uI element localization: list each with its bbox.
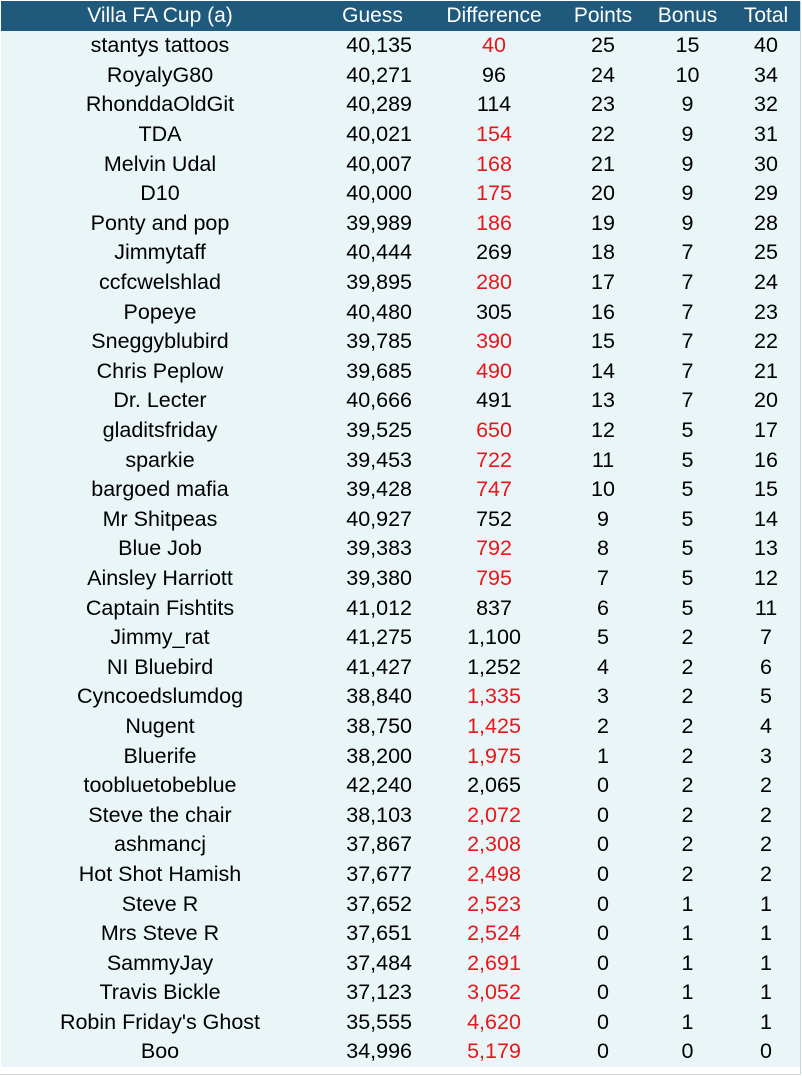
total-cell: 16 xyxy=(754,447,778,472)
results-sheet xyxy=(0,1,802,1076)
total-cell: 31 xyxy=(754,122,778,147)
difference-cell: 40 xyxy=(482,33,506,58)
difference-cell: 186 xyxy=(476,210,512,235)
bonus-cell: 5 xyxy=(681,536,694,561)
name-cell: Dr. Lecter xyxy=(113,388,207,413)
bonus-cell: 7 xyxy=(681,270,694,295)
table-row xyxy=(1,948,801,978)
table-header xyxy=(1,1,801,31)
name-cell: Nugent xyxy=(125,713,195,738)
points-cell: 10 xyxy=(591,477,615,502)
bonus-cell: 5 xyxy=(681,418,694,443)
bonus-cell: 2 xyxy=(681,654,694,679)
name-cell: Jimmy_rat xyxy=(110,625,210,650)
name-cell: D10 xyxy=(140,181,180,206)
points-cell: 2 xyxy=(597,713,609,738)
bonus-cell: 5 xyxy=(681,447,694,472)
guess-cell: 40,021 xyxy=(346,122,412,147)
guess-cell: 39,453 xyxy=(346,447,412,472)
points-cell: 0 xyxy=(597,773,609,798)
guess-cell: 40,289 xyxy=(346,92,412,117)
total-cell: 13 xyxy=(754,536,778,561)
name-cell: toobluetobeblue xyxy=(83,773,237,798)
bonus-cell: 7 xyxy=(681,240,694,265)
name-cell: ccfcwelshlad xyxy=(99,270,221,295)
name-cell: bargoed mafia xyxy=(91,477,229,502)
difference-cell: 795 xyxy=(476,565,512,590)
bonus-cell: 1 xyxy=(681,921,694,946)
difference-cell: 390 xyxy=(476,329,512,354)
guess-cell: 41,427 xyxy=(346,654,412,679)
name-cell: Boo xyxy=(140,1039,180,1064)
total-cell: 7 xyxy=(760,625,772,650)
points-cell: 24 xyxy=(591,62,615,87)
bonus-cell: 9 xyxy=(681,181,694,206)
total-cell: 21 xyxy=(754,358,778,383)
name-cell: Mr Shitpeas xyxy=(102,506,218,531)
name-cell: Popeye xyxy=(123,299,197,324)
total-cell: 30 xyxy=(754,151,778,176)
table-row xyxy=(1,31,801,61)
difference-cell: 1,252 xyxy=(467,654,521,679)
guess-cell: 38,103 xyxy=(346,802,412,827)
table-row xyxy=(1,593,801,623)
name-cell: Chris Peplow xyxy=(96,358,224,383)
difference-cell: 2,691 xyxy=(467,950,521,975)
guess-cell: 40,271 xyxy=(346,62,412,87)
total-cell: 40 xyxy=(754,33,778,58)
total-cell: 23 xyxy=(754,299,778,324)
guess-cell: 39,785 xyxy=(346,329,412,354)
total-cell: 2 xyxy=(760,832,772,857)
total-cell: 20 xyxy=(754,388,778,413)
table-row xyxy=(1,357,801,387)
table-row xyxy=(1,327,801,357)
name-cell: Cyncoedslumdog xyxy=(76,684,244,709)
bonus-cell: 2 xyxy=(681,802,694,827)
total-cell: 5 xyxy=(760,684,772,709)
points-cell: 17 xyxy=(591,270,615,295)
guess-cell: 39,380 xyxy=(346,565,412,590)
guess-cell: 39,895 xyxy=(346,270,412,295)
table-row xyxy=(1,889,801,919)
difference-cell: 747 xyxy=(476,477,512,502)
difference-cell: 175 xyxy=(476,181,512,206)
points-cell: 21 xyxy=(591,151,615,176)
table-row xyxy=(1,564,801,594)
points-cell: 18 xyxy=(591,240,615,265)
name-cell: ashmancj xyxy=(113,832,206,857)
bonus-cell: 5 xyxy=(681,477,694,502)
name-cell: Mrs Steve R xyxy=(100,921,220,946)
name-cell: Steve R xyxy=(121,891,199,916)
table-row xyxy=(1,61,801,91)
bonus-cell: 2 xyxy=(681,773,694,798)
bonus-cell: 1 xyxy=(681,980,694,1005)
difference-cell: 5,179 xyxy=(467,1039,521,1064)
difference-cell: 2,524 xyxy=(467,921,521,946)
total-cell: 3 xyxy=(760,743,772,768)
table-row xyxy=(1,771,801,801)
points-cell: 0 xyxy=(597,950,609,975)
difference-cell: 1,100 xyxy=(467,625,521,650)
difference-cell: 2,072 xyxy=(467,802,521,827)
guess-cell: 41,012 xyxy=(346,595,412,620)
bonus-cell: 1 xyxy=(681,950,694,975)
table-row xyxy=(1,534,801,564)
total-cell: 2 xyxy=(760,861,772,886)
guess-cell: 37,484 xyxy=(346,950,412,975)
points-cell: 12 xyxy=(591,418,615,443)
name-cell: Steve the chair xyxy=(88,802,232,827)
guess-cell: 40,444 xyxy=(346,240,412,265)
guess-cell: 42,240 xyxy=(346,773,412,798)
guess-cell: 37,677 xyxy=(346,861,412,886)
name-cell: Travis Bickle xyxy=(99,980,221,1005)
points-cell: 0 xyxy=(597,861,609,886)
bonus-cell: 2 xyxy=(681,861,694,886)
table-row xyxy=(1,1008,801,1038)
guess-cell: 39,989 xyxy=(346,210,412,235)
header-bonus: Bonus xyxy=(644,1,731,31)
guess-cell: 38,840 xyxy=(346,684,412,709)
points-cell: 9 xyxy=(597,506,609,531)
guess-cell: 34,996 xyxy=(346,1039,412,1064)
difference-cell: 168 xyxy=(476,151,512,176)
points-cell: 6 xyxy=(597,595,609,620)
table-row xyxy=(1,741,801,771)
guess-cell: 37,651 xyxy=(346,921,412,946)
difference-cell: 1,975 xyxy=(467,743,521,768)
difference-cell: 490 xyxy=(476,358,512,383)
table-row xyxy=(1,919,801,949)
bonus-cell: 1 xyxy=(681,1009,694,1034)
difference-cell: 280 xyxy=(476,270,512,295)
total-cell: 1 xyxy=(760,921,772,946)
difference-cell: 2,523 xyxy=(467,891,521,916)
points-cell: 11 xyxy=(591,447,615,472)
bonus-cell: 7 xyxy=(681,329,694,354)
total-cell: 11 xyxy=(754,595,778,620)
points-cell: 3 xyxy=(597,684,609,709)
bonus-cell: 15 xyxy=(675,33,700,58)
difference-cell: 154 xyxy=(476,122,512,147)
bonus-cell: 9 xyxy=(681,151,694,176)
table-row xyxy=(1,238,801,268)
difference-cell: 2,065 xyxy=(467,773,521,798)
bonus-cell: 7 xyxy=(681,388,694,413)
name-cell: Bluerife xyxy=(123,743,197,768)
guess-cell: 39,685 xyxy=(346,358,412,383)
name-cell: Melvin Udal xyxy=(103,151,217,176)
points-cell: 22 xyxy=(591,122,615,147)
points-cell: 8 xyxy=(597,536,609,561)
table-row xyxy=(1,120,801,150)
difference-cell: 1,335 xyxy=(467,684,521,709)
table-row xyxy=(1,652,801,682)
guess-cell: 39,525 xyxy=(346,418,412,443)
guess-cell: 40,007 xyxy=(346,151,412,176)
table-row xyxy=(1,209,801,239)
guess-cell: 37,867 xyxy=(346,832,412,857)
total-cell: 2 xyxy=(760,773,772,798)
difference-cell: 2,498 xyxy=(467,861,521,886)
table-row xyxy=(1,978,801,1008)
name-cell: Captain Fishtits xyxy=(85,595,235,620)
points-cell: 23 xyxy=(591,92,615,117)
name-cell: Sneggyblubird xyxy=(91,329,229,354)
total-cell: 12 xyxy=(754,565,778,590)
name-cell: Ainsley Harriott xyxy=(87,565,233,590)
difference-cell: 722 xyxy=(476,447,512,472)
results-table xyxy=(1,1,801,1067)
table-row xyxy=(1,179,801,209)
points-cell: 13 xyxy=(591,388,615,413)
bonus-cell: 5 xyxy=(681,595,694,620)
header-total: Total xyxy=(731,1,801,31)
total-cell: 0 xyxy=(760,1039,772,1064)
guess-cell: 39,428 xyxy=(346,477,412,502)
points-cell: 1 xyxy=(597,743,609,768)
bonus-cell: 5 xyxy=(681,506,694,531)
bonus-cell: 7 xyxy=(681,358,694,383)
name-cell: TDA xyxy=(138,122,182,147)
total-cell: 22 xyxy=(754,329,778,354)
total-cell: 6 xyxy=(760,654,772,679)
total-cell: 14 xyxy=(754,506,778,531)
difference-cell: 3,052 xyxy=(467,980,521,1005)
table-row xyxy=(1,445,801,475)
total-cell: 29 xyxy=(754,181,778,206)
total-cell: 17 xyxy=(754,418,778,443)
points-cell: 20 xyxy=(591,181,615,206)
name-cell: RhonddaOldGit xyxy=(85,92,235,117)
difference-cell: 2,308 xyxy=(467,832,521,857)
name-cell: sparkie xyxy=(125,447,195,472)
guess-cell: 38,750 xyxy=(346,713,412,738)
table-row xyxy=(1,682,801,712)
bonus-cell: 5 xyxy=(681,565,694,590)
difference-cell: 305 xyxy=(476,299,512,324)
bonus-cell: 2 xyxy=(681,684,694,709)
name-cell: Robin Friday's Ghost xyxy=(59,1009,261,1034)
guess-cell: 40,480 xyxy=(346,299,412,324)
table-row xyxy=(1,475,801,505)
total-cell: 25 xyxy=(754,240,778,265)
difference-cell: 269 xyxy=(476,240,512,265)
total-cell: 1 xyxy=(760,1009,772,1034)
table-row xyxy=(1,297,801,327)
total-cell: 1 xyxy=(760,891,772,916)
points-cell: 15 xyxy=(591,329,615,354)
points-cell: 19 xyxy=(591,210,615,235)
bonus-cell: 7 xyxy=(681,299,694,324)
name-cell: gladitsfriday xyxy=(102,418,218,443)
bonus-cell: 9 xyxy=(681,92,694,117)
table-row xyxy=(1,386,801,416)
guess-cell: 40,135 xyxy=(346,33,412,58)
bonus-cell: 10 xyxy=(675,62,700,87)
name-cell: NI Bluebird xyxy=(106,654,214,679)
guess-cell: 40,000 xyxy=(346,181,412,206)
points-cell: 14 xyxy=(591,358,615,383)
table-row xyxy=(1,505,801,535)
table-row xyxy=(1,712,801,742)
points-cell: 0 xyxy=(597,980,609,1005)
name-cell: RoyalyG80 xyxy=(106,62,214,87)
table-row xyxy=(1,90,801,120)
table-row xyxy=(1,830,801,860)
table-body xyxy=(1,31,801,1067)
guess-cell: 39,383 xyxy=(346,536,412,561)
table-row xyxy=(1,268,801,298)
guess-cell: 38,200 xyxy=(346,743,412,768)
header-title: Villa FA Cup (a) xyxy=(1,1,319,31)
bonus-cell: 2 xyxy=(681,625,694,650)
header-points: Points xyxy=(562,1,644,31)
points-cell: 0 xyxy=(597,921,609,946)
bonus-cell: 9 xyxy=(681,122,694,147)
points-cell: 0 xyxy=(597,802,609,827)
difference-cell: 4,620 xyxy=(467,1009,521,1034)
total-cell: 34 xyxy=(754,62,778,87)
points-cell: 5 xyxy=(597,625,609,650)
table-row xyxy=(1,860,801,890)
table-row xyxy=(1,1037,801,1067)
points-cell: 16 xyxy=(591,299,615,324)
total-cell: 2 xyxy=(760,802,772,827)
bonus-cell: 9 xyxy=(681,210,694,235)
table-row xyxy=(1,623,801,653)
name-cell: SammyJay xyxy=(106,950,214,975)
bonus-cell: 0 xyxy=(681,1039,694,1064)
table-row xyxy=(1,416,801,446)
difference-cell: 1,425 xyxy=(467,713,521,738)
header-difference: Difference xyxy=(426,1,562,31)
name-cell: Hot Shot Hamish xyxy=(78,861,242,886)
total-cell: 1 xyxy=(760,980,772,1005)
table-row xyxy=(1,149,801,179)
points-cell: 0 xyxy=(597,891,609,916)
difference-cell: 491 xyxy=(476,388,512,413)
difference-cell: 114 xyxy=(476,92,512,117)
bonus-cell: 2 xyxy=(681,743,694,768)
header-guess: Guess xyxy=(319,1,426,31)
points-cell: 7 xyxy=(597,565,609,590)
points-cell: 4 xyxy=(597,654,609,679)
points-cell: 25 xyxy=(591,33,615,58)
bonus-cell: 2 xyxy=(681,713,694,738)
guess-cell: 35,555 xyxy=(346,1009,412,1034)
name-cell: Jimmytaff xyxy=(114,240,206,265)
points-cell: 0 xyxy=(597,832,609,857)
difference-cell: 96 xyxy=(482,62,506,87)
guess-cell: 40,927 xyxy=(346,506,412,531)
guess-cell: 37,652 xyxy=(346,891,412,916)
points-cell: 0 xyxy=(597,1039,609,1064)
difference-cell: 792 xyxy=(476,536,512,561)
total-cell: 4 xyxy=(760,713,772,738)
guess-cell: 41,275 xyxy=(346,625,412,650)
name-cell: Blue Job xyxy=(118,536,202,561)
table-row xyxy=(1,800,801,830)
header-row xyxy=(1,1,801,31)
bonus-cell: 1 xyxy=(681,891,694,916)
total-cell: 24 xyxy=(754,270,778,295)
difference-cell: 837 xyxy=(476,595,512,620)
guess-cell: 37,123 xyxy=(346,980,412,1005)
difference-cell: 752 xyxy=(476,506,512,531)
total-cell: 1 xyxy=(760,950,772,975)
difference-cell: 650 xyxy=(476,418,512,443)
name-cell: stantys tattoos xyxy=(90,33,230,58)
bonus-cell: 2 xyxy=(681,832,694,857)
total-cell: 15 xyxy=(754,477,778,502)
total-cell: 32 xyxy=(754,92,778,117)
points-cell: 0 xyxy=(597,1009,609,1034)
guess-cell: 40,666 xyxy=(346,388,412,413)
total-cell: 28 xyxy=(754,210,778,235)
name-cell: Ponty and pop xyxy=(90,210,230,235)
